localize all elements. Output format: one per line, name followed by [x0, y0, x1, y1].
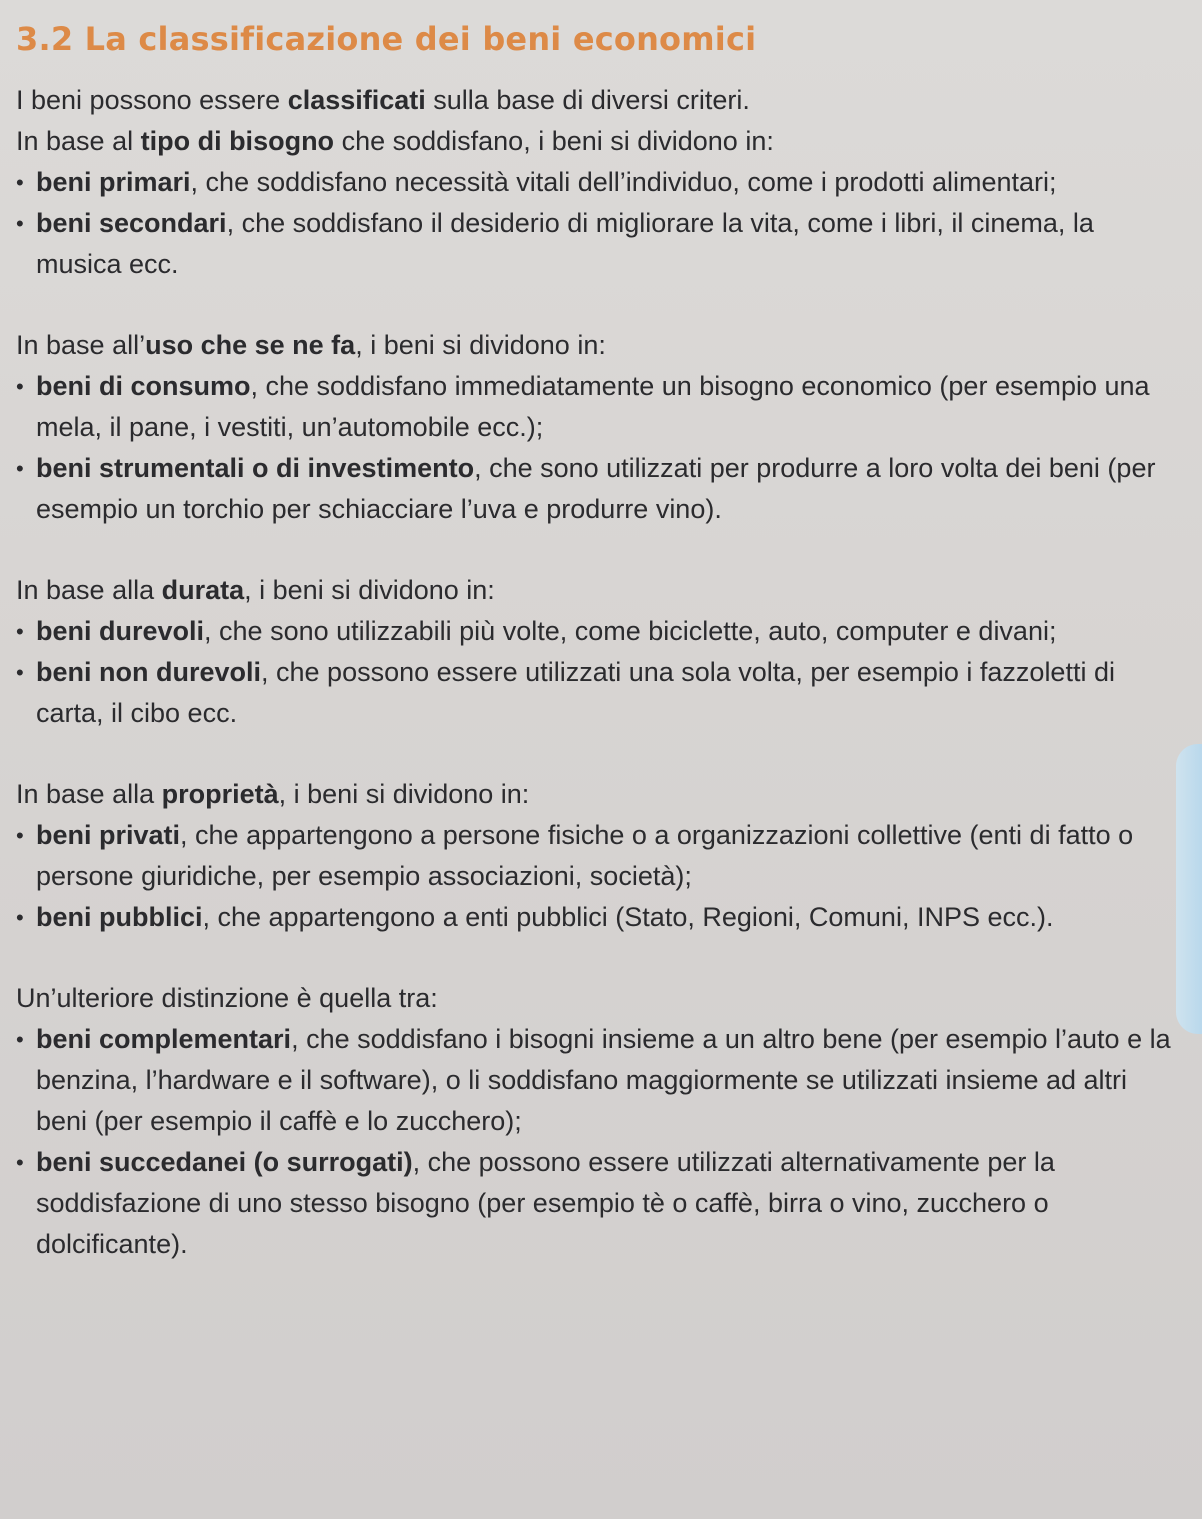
- item-text: , che soddisfano necessità vitali dell’individuo, come i prodotti alimentari;: [190, 167, 1057, 197]
- bullet-list: [16, 815, 1176, 938]
- lead-post: , i beni si dividono in:: [244, 575, 495, 605]
- item-text: , che sono utilizzabili più volte, come biciclette, auto, computer e divani;: [204, 616, 1057, 646]
- item-text: , che appartengono a enti pubblici (Stato, Regioni, Comuni, INPS ecc.).: [202, 902, 1054, 932]
- lead-bold: durata: [161, 575, 245, 605]
- item-term: beni durevoli: [36, 616, 205, 646]
- bullet-list: [16, 366, 1176, 530]
- list-item: [16, 448, 1176, 530]
- item-term: beni strumentali o di investimento: [36, 453, 475, 483]
- list-item: [16, 652, 1176, 734]
- item-text: , che appartengono a persone fisiche o a organizzazioni collettive (enti di fatto o persone giuridiche, per esempio associazioni, società);: [36, 820, 1134, 891]
- item-text: , che soddisfano i bisogni insieme a un altro bene (per esempio l’auto e la benzina, l’hardware e il software), o li soddisfano maggiormente se utilizzati insieme ad altri beni (per esempio il caffè e lo zucchero);: [36, 1024, 1171, 1136]
- bullet-list: [16, 1019, 1176, 1265]
- item-term: beni privati: [36, 820, 181, 850]
- intro-post: sulla base di diversi criteri.: [425, 85, 750, 115]
- item-text: , che possono essere utilizzati una sola volta, per esempio i fazzoletti di carta, il cibo ecc.: [36, 657, 1115, 728]
- list-item: [16, 162, 1176, 203]
- item-text: , che possono essere utilizzati alternativamente per la soddisfazione di uno stesso bisogno (per esempio tè o caffè, birra o vino, zucchero o dolcificante).: [36, 1147, 1055, 1259]
- section-lead: [16, 121, 1176, 162]
- page-content: [16, 20, 1176, 1305]
- lead-pre: In base all’: [16, 330, 146, 360]
- item-term: beni complementari: [36, 1024, 292, 1054]
- lead-pre: In base alla: [16, 575, 162, 605]
- item-term: beni non durevoli: [36, 657, 262, 687]
- intro-text: [16, 80, 1176, 121]
- section-proprieta: [16, 774, 1176, 938]
- item-term: beni primari: [36, 167, 191, 197]
- section-tipo-di-bisogno: [16, 121, 1176, 285]
- item-term: beni pubblici: [36, 902, 203, 932]
- item-text: , che sono utilizzati per produrre a loro volta dei beni (per esempio un torchio per schiacciare l’uva e produrre vino).: [36, 453, 1156, 524]
- list-item: [16, 611, 1176, 652]
- bullet-list: [16, 611, 1176, 734]
- lead-pre: In base al: [16, 126, 141, 156]
- list-item: [16, 203, 1176, 285]
- list-item: [16, 815, 1176, 897]
- lead-bold: tipo di bisogno: [140, 126, 335, 156]
- lead-pre: Un’ulteriore distinzione è quella tra:: [16, 983, 438, 1013]
- list-item: [16, 897, 1176, 938]
- intro-pre: I beni possono essere: [16, 85, 288, 115]
- list-item: [16, 1142, 1176, 1265]
- blue-edge-tab: [1176, 744, 1202, 1034]
- section-lead: [16, 325, 1176, 366]
- list-item: [16, 1019, 1176, 1142]
- lead-post: che soddisfano, i beni si dividono in:: [334, 126, 774, 156]
- lead-post: , i beni si dividono in:: [278, 779, 530, 809]
- intro-bold: classificati: [287, 85, 426, 115]
- bullet-list: [16, 162, 1176, 285]
- section-durata: [16, 570, 1176, 734]
- lead-bold: uso che se ne fa: [145, 330, 356, 360]
- section-lead: [16, 774, 1176, 815]
- item-term: beni secondari: [36, 208, 227, 238]
- lead-post: , i beni si dividono in:: [355, 330, 606, 360]
- section-uso: [16, 325, 1176, 530]
- section-ulteriore-distinzione: [16, 978, 1176, 1265]
- section-lead: [16, 978, 1176, 1019]
- list-item: [16, 366, 1176, 448]
- lead-pre: In base alla: [16, 779, 162, 809]
- section-title: 3.2 La classificazione dei beni economici: [16, 20, 757, 58]
- item-text: , che soddisfano il desiderio di migliorare la vita, come i libri, il cinema, la musica ecc.: [36, 208, 1094, 279]
- item-text: , che soddisfano immediatamente un bisogno economico (per esempio una mela, il pane, i vestiti, un’automobile ecc.);: [36, 371, 1150, 442]
- item-term: beni succedanei (o surrogati): [36, 1147, 413, 1177]
- lead-bold: proprietà: [161, 779, 279, 809]
- item-term: beni di consumo: [36, 371, 251, 401]
- section-lead: [16, 570, 1176, 611]
